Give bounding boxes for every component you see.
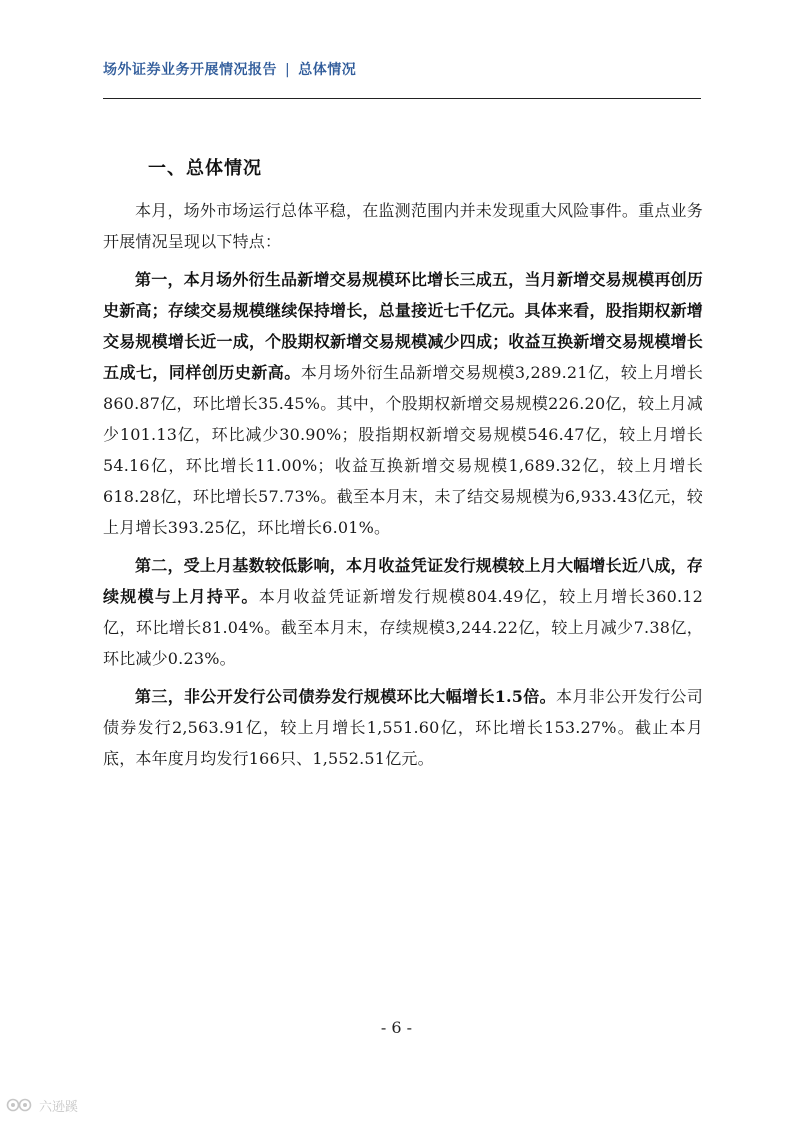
- paragraph-3-lead: 第三，非公开发行公司债券发行规模环比大幅增长1.5倍。: [135, 687, 556, 706]
- page-header: [103, 59, 703, 99]
- header-separator: |: [285, 62, 291, 78]
- paragraph-1-lead: 第一，本月场外衍生品新增交易规模环比增长三成五，当月新增交易规模再创历史新高；存续交易规模继续保持增长，总量接近七千亿元。具体来看，股指期权新增交易规模增长近一成，个股期权新增交易规模减少四成；收益互换新增交易规模增长五成七，同样创历史新高。: [103, 270, 703, 382]
- section-title: 一、总体情况: [148, 158, 262, 179]
- page-number: - 6 -: [380, 1018, 413, 1037]
- header-divider: [103, 98, 701, 99]
- paragraph-3-body: 本月非公开发行公司债券发行2,563.91亿，较上月增长1,551.60亿，环比增长153.27%。截止本月底，本年度月均发行166只、1,552.51亿元。: [103, 687, 703, 768]
- watermark-text: 六逊蹊: [39, 1099, 79, 1115]
- page-content: [103, 150, 703, 774]
- intro-text: 本月，场外市场运行总体平稳，在监测范围内并未发现重大风险事件。重点业务开展情况呈现以下特点：: [103, 201, 703, 251]
- paragraph-3: [103, 681, 703, 774]
- intro-paragraph: [103, 195, 703, 257]
- paragraph-1-body: 本月场外衍生品新增交易规模3,289.21亿，较上月增长860.87亿，环比增长35.45%。其中，个股期权新增交易规模226.20亿，较上月减少101.13亿，环比减少30.90%；股指期权新增交易规模546.47亿，较上月增长54.16亿，环比增长11.00%；收益互换新增交易规模1,689.32亿，较上月增长618.28亿，环比增长57.73%。截至本月末，未了结交易规模为6,933.43亿元，较上月增长393.25亿，环比增长6.01%。: [103, 363, 703, 537]
- watermark: [6, 1094, 78, 1116]
- eye-logo-icon: [6, 1096, 36, 1114]
- paragraph-2: [103, 550, 703, 674]
- paragraph-1: [103, 264, 703, 543]
- paragraph-2-lead: 第二，受上月基数较低影响，本月收益凭证发行规模较上月大幅增长近八成，存续规模与上月持平。: [103, 556, 703, 606]
- paragraph-2-body: 本月收益凭证新增发行规模804.49亿，较上月增长360.12亿，环比增长81.04%。截至本月末，存续规模3,244.22亿，较上月减少7.38亿，环比减少0.23%。: [103, 587, 703, 668]
- header-report-title: 场外证券业务开展情况报告: [103, 62, 277, 78]
- header-section: 总体情况: [298, 62, 357, 78]
